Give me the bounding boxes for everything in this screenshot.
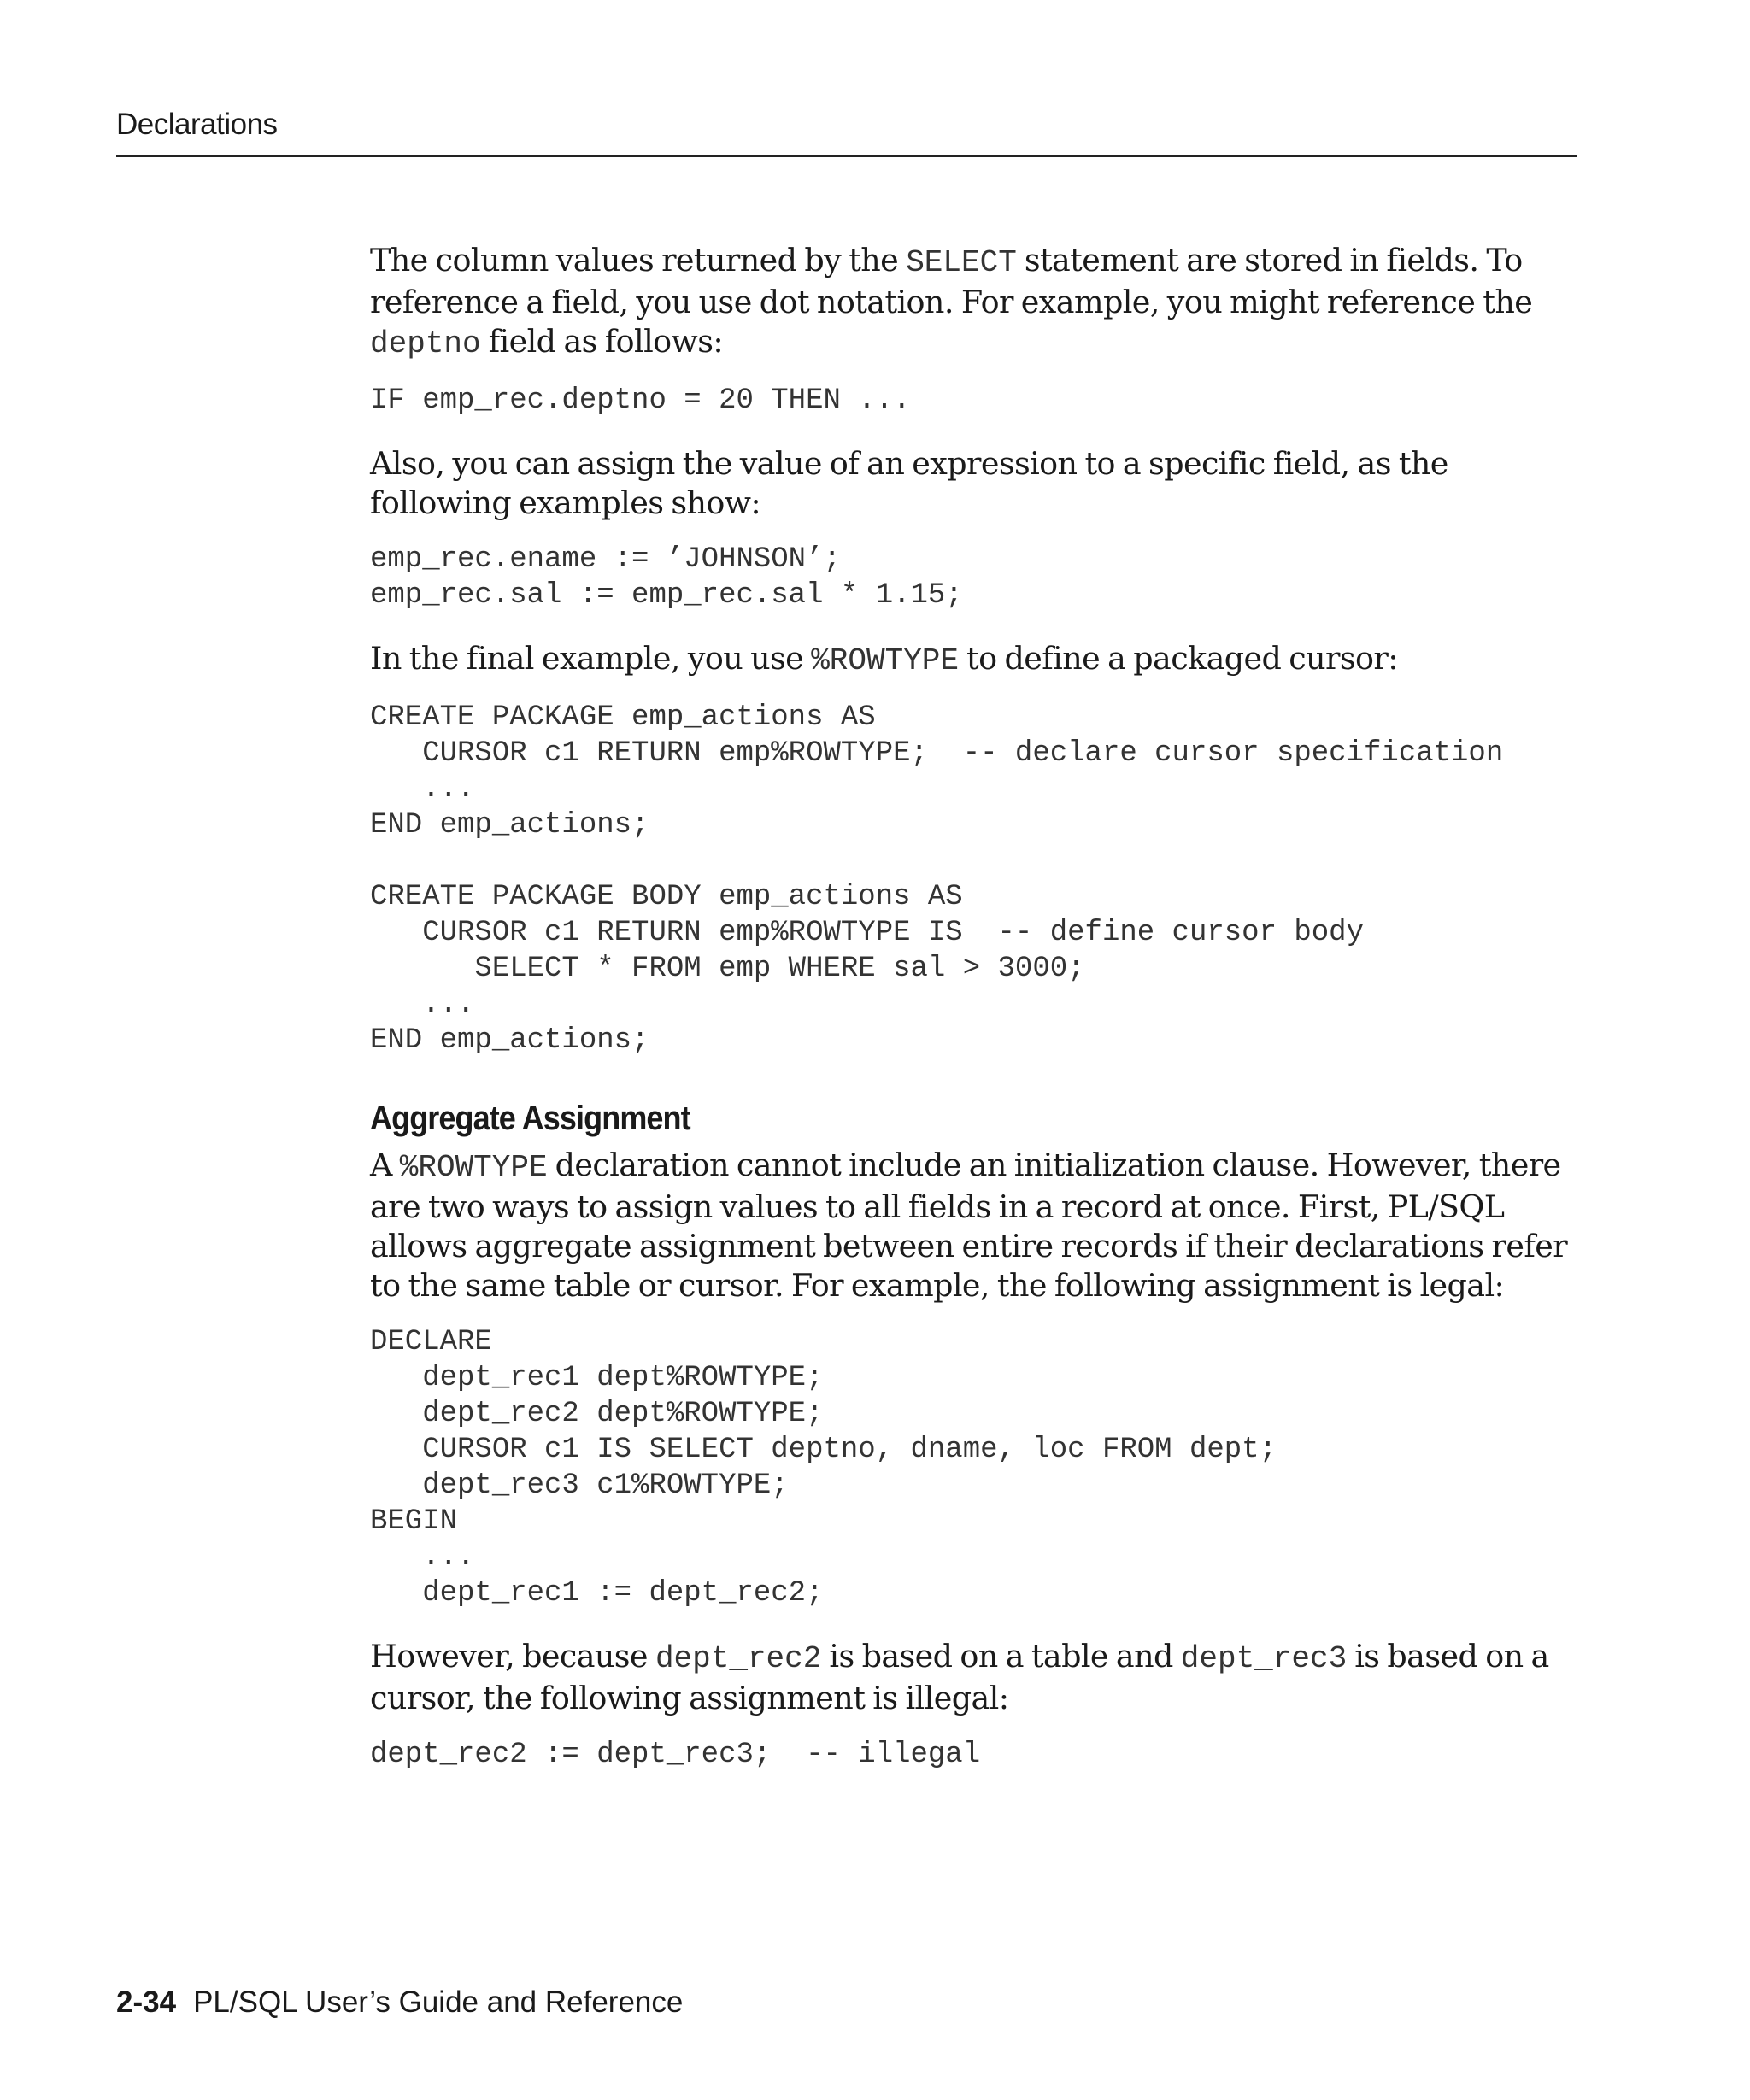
code-example-assign: emp_rec.ename := ’JOHNSON’; emp_rec.sal := emp_rec.sal * 1.15; [370, 543, 963, 612]
running-header [116, 108, 1577, 157]
code-example-if: IF emp_rec.deptno = 20 THEN ... [370, 384, 911, 417]
page-content [370, 241, 1583, 1798]
inline-code-dept-rec3: dept_rec3 [1180, 1641, 1348, 1676]
code-example-declare: DECLARE dept_rec1 dept%ROWTYPE; dept_rec2 dept%ROWTYPE; CURSOR c1 IS SELECT deptno, dname, loc FROM dept; dept_rec3 c1%ROWTYPE; BEGIN ... dept_rec1 := dept_rec2; [370, 1326, 1277, 1610]
code-example-package: CREATE PACKAGE emp_actions AS CURSOR c1 RETURN emp%ROWTYPE; -- declare cursor specification ... END emp_actions; CREATE PACKAGE BODY emp_actions AS CURSOR c1 RETURN emp%ROWTYPE IS -- define cursor body SELECT * FROM emp WHERE sal > 3000; ... END emp_actions; [370, 701, 1504, 1057]
inline-code-dept-rec2: dept_rec2 [655, 1641, 822, 1676]
paragraph-packaged-cursor: In the final example, you use %ROWTYPE to define a packaged cursor: [370, 640, 1398, 678]
page-number: 2-34 [116, 1986, 177, 2019]
inline-code-select: SELECT [906, 245, 1017, 280]
section-heading-aggregate-assignment: Aggregate Assignment [370, 1100, 690, 1137]
paragraph-assign-field: Also, you can assign the value of an expression to a specific field, as the following examples show: [370, 445, 1448, 521]
paragraph-illegal-assignment: However, because dept_rec2 is based on a table and dept_rec3 is based on a cursor, the following assignment is illegal: [370, 1638, 1549, 1716]
inline-code-deptno: deptno [370, 326, 481, 361]
header-section-title: Declarations [116, 108, 278, 141]
book-title: PL/SQL User’s Guide and Reference [193, 1986, 684, 2019]
page-footer [116, 1986, 683, 2020]
code-example-illegal: dept_rec2 := dept_rec3; -- illegal [370, 1739, 981, 1771]
paragraph-aggregate-assignment: A %ROWTYPE declaration cannot include an initialization clause. However, there are two ways to assign values to all fields in a record at once. First, PL/SQL allows aggregate assignment between entire records if their declarations refer to the same table or cursor. For example, the following assignment is legal: [370, 1147, 1568, 1304]
inline-code-rowtype: %ROWTYPE [811, 643, 960, 678]
paragraph-field-values: The column values returned by the SELECT statement are stored in fields. To reference a field, you use dot notation. For example, you might reference the deptno field as follows: [370, 242, 1533, 361]
inline-code-rowtype: %ROWTYPE [399, 1150, 548, 1185]
